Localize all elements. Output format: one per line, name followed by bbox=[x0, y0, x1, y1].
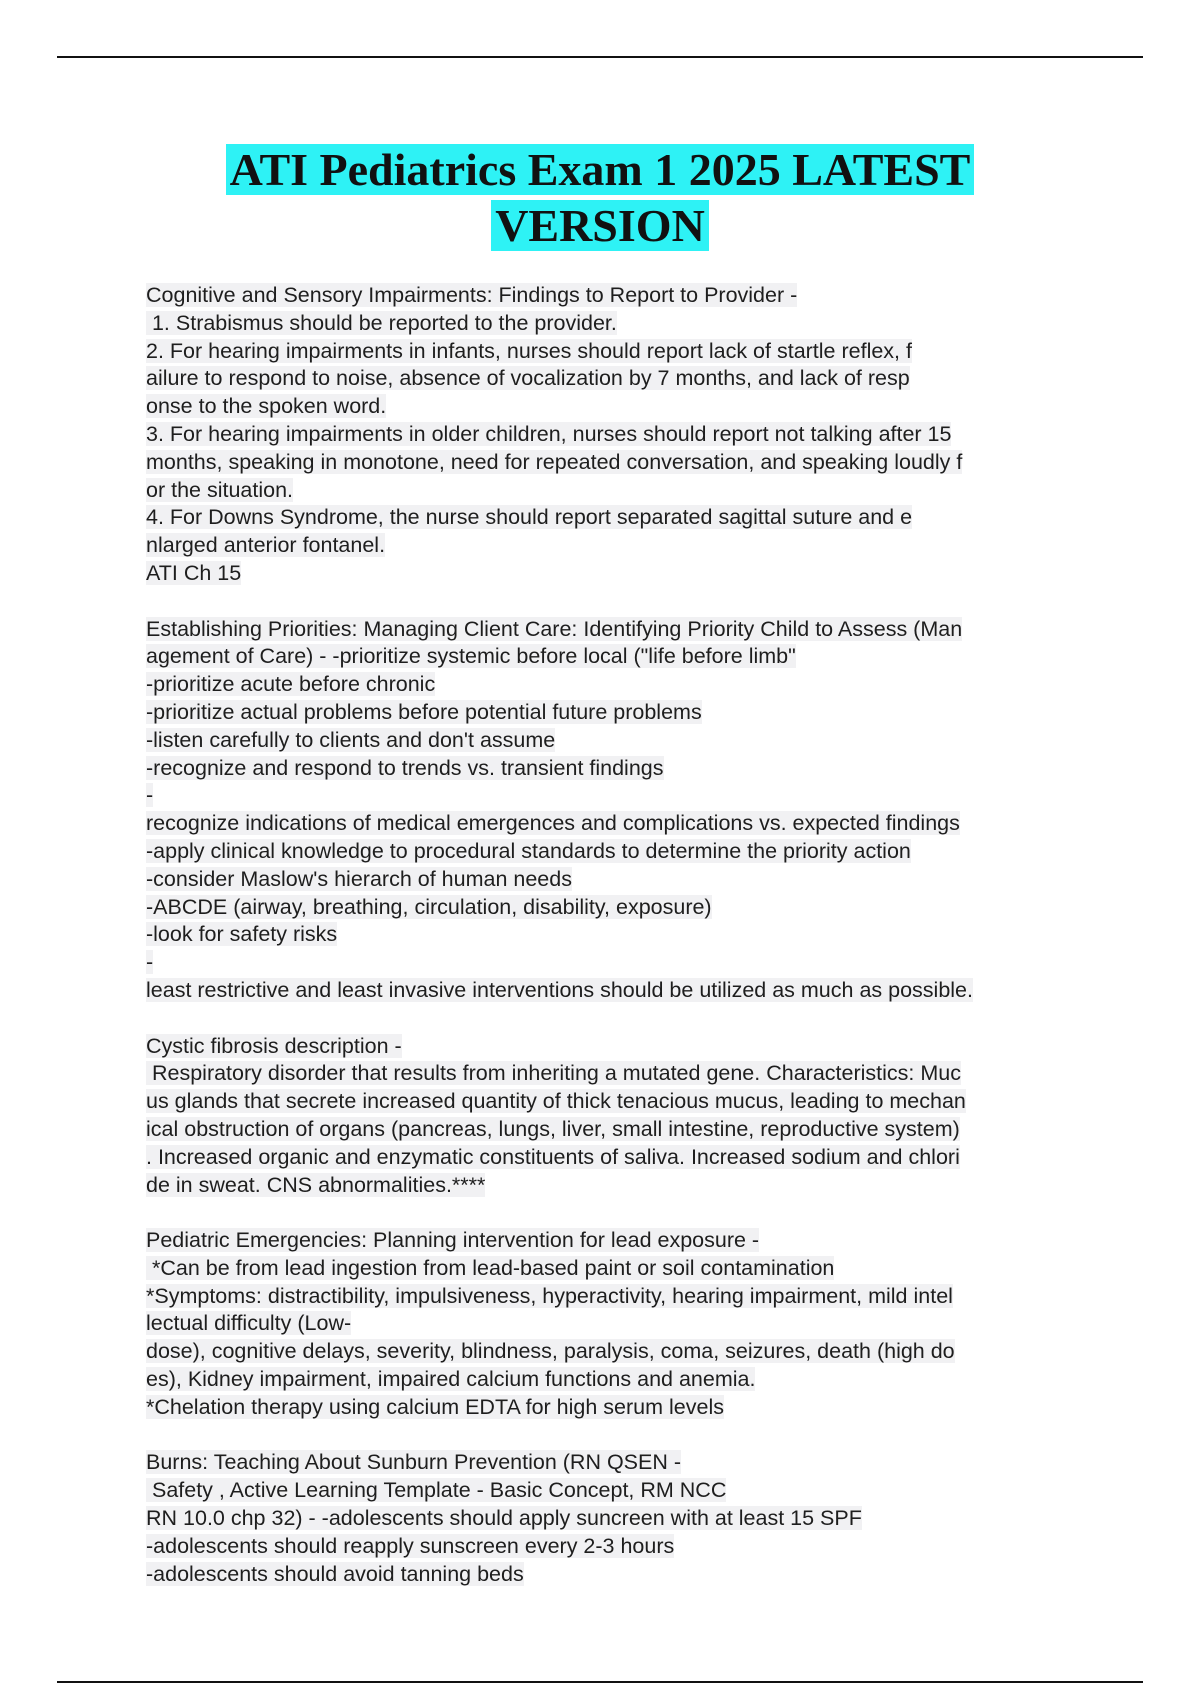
text-line bbox=[146, 365, 1066, 393]
text-line-content: or the situation. bbox=[146, 477, 294, 502]
text-line-content: 2. For hearing impairments in infants, nurses should report lack of startle reflex, f bbox=[146, 338, 912, 363]
text-line-content: -consider Maslow's hierarch of human needs bbox=[146, 866, 572, 891]
text-line bbox=[146, 671, 1066, 699]
text-line-content: Cystic fibrosis description - bbox=[146, 1033, 402, 1058]
text-line-content: recognize indications of medical emergences and complications vs. expected findings bbox=[146, 811, 960, 836]
text-line-content: Burns: Teaching About Sunburn Prevention (RN QSEN - bbox=[146, 1450, 682, 1475]
text-line-content: - bbox=[146, 783, 154, 808]
text-line-content: agement of Care) - -prioritize systemic before local ("life before limb" bbox=[146, 644, 796, 669]
text-line bbox=[146, 1227, 1066, 1255]
text-line bbox=[146, 1310, 1066, 1338]
text-line-content: -adolescents should reapply sunscreen every 2-3 hours bbox=[146, 1533, 675, 1558]
text-line bbox=[146, 616, 1066, 644]
text-line-content: -adolescents should avoid tanning beds bbox=[146, 1561, 524, 1586]
text-line bbox=[146, 449, 1066, 477]
top-rule bbox=[57, 56, 1143, 58]
text-line bbox=[146, 949, 1066, 977]
section-gap bbox=[146, 1422, 1066, 1450]
document-body bbox=[146, 282, 1066, 1588]
text-line-content: -apply clinical knowledge to procedural standards to determine the priority action bbox=[146, 838, 911, 863]
text-line bbox=[146, 1088, 1066, 1116]
text-line-content: RN 10.0 chp 32) - -adolescents should apply suncreen with at least 15 SPF bbox=[146, 1506, 862, 1531]
text-line bbox=[146, 921, 1066, 949]
text-line-content: Pediatric Emergencies: Planning intervention for lead exposure - bbox=[146, 1228, 760, 1253]
text-line-content: ailure to respond to noise, absence of vocalization by 7 months, and lack of resp bbox=[146, 366, 910, 391]
text-line-content: *Symptoms: distractibility, impulsiveness, hyperactivity, hearing impairment, mild intel bbox=[146, 1283, 953, 1308]
text-line-content: 1. Strabismus should be reported to the provider. bbox=[146, 310, 617, 335]
text-line bbox=[146, 699, 1066, 727]
text-line bbox=[146, 1338, 1066, 1366]
text-line bbox=[146, 338, 1066, 366]
text-line-content: -ABCDE (airway, breathing, circulation, disability, exposure) bbox=[146, 894, 712, 919]
text-line bbox=[146, 421, 1066, 449]
text-line-content: 3. For hearing impairments in older children, nurses should report not talking after 15 bbox=[146, 421, 952, 446]
text-line bbox=[146, 838, 1066, 866]
text-line bbox=[146, 393, 1066, 421]
text-line bbox=[146, 1477, 1066, 1505]
text-line-content: *Can be from lead ingestion from lead-based paint or soil contamination bbox=[146, 1255, 835, 1280]
text-line-content: onse to the spoken word. bbox=[146, 394, 387, 419]
text-line bbox=[146, 1144, 1066, 1172]
section-gap bbox=[146, 588, 1066, 616]
text-line-content: de in sweat. CNS abnormalities.**** bbox=[146, 1172, 486, 1197]
section-cognitive-sensory bbox=[146, 282, 1066, 588]
text-line-content: least restrictive and least invasive interventions should be utilized as much as possible. bbox=[146, 977, 973, 1002]
text-line bbox=[146, 477, 1066, 505]
section-establishing-priorities bbox=[146, 616, 1066, 1005]
text-line-content: - bbox=[146, 950, 154, 975]
text-line-content: -prioritize acute before chronic bbox=[146, 672, 436, 697]
text-line bbox=[146, 1533, 1066, 1561]
text-line-content: Establishing Priorities: Managing Client Care: Identifying Priority Child to Assess (Man bbox=[146, 616, 963, 641]
text-line bbox=[146, 1449, 1066, 1477]
text-line-content: us glands that secrete increased quantity of thick tenacious mucus, leading to mechan bbox=[146, 1089, 966, 1114]
text-line bbox=[146, 782, 1066, 810]
text-line bbox=[146, 755, 1066, 783]
text-line bbox=[146, 643, 1066, 671]
text-line bbox=[146, 727, 1066, 755]
text-line bbox=[146, 1283, 1066, 1311]
text-line-content: ATI Ch 15 bbox=[146, 560, 242, 585]
text-line-content: . Increased organic and enzymatic constituents of saliva. Increased sodium and chlori bbox=[146, 1144, 960, 1169]
section-lead-exposure bbox=[146, 1227, 1066, 1422]
text-line bbox=[146, 310, 1066, 338]
text-line bbox=[146, 810, 1066, 838]
text-line bbox=[146, 1172, 1066, 1200]
text-line bbox=[146, 1561, 1066, 1589]
title-line-1: ATI Pediatrics Exam 1 2025 LATEST bbox=[226, 144, 975, 195]
text-line bbox=[146, 866, 1066, 894]
section-gap bbox=[146, 1005, 1066, 1033]
text-line bbox=[146, 1116, 1066, 1144]
text-line bbox=[146, 1255, 1066, 1283]
text-line bbox=[146, 1394, 1066, 1422]
text-line-content: es), Kidney impairment, impaired calcium functions and anemia. bbox=[146, 1367, 756, 1392]
text-line-content: Cognitive and Sensory Impairments: Findings to Report to Provider - bbox=[146, 283, 798, 307]
text-line bbox=[146, 1060, 1066, 1088]
document-title bbox=[0, 142, 1200, 254]
text-line-content: -listen carefully to clients and don't assume bbox=[146, 727, 556, 752]
text-line-content: months, speaking in monotone, need for repeated conversation, and speaking loudly f bbox=[146, 449, 963, 474]
text-line bbox=[146, 532, 1066, 560]
text-line-content: 4. For Downs Syndrome, the nurse should report separated sagittal suture and e bbox=[146, 505, 913, 530]
text-line bbox=[146, 1033, 1066, 1061]
bottom-rule bbox=[57, 1681, 1143, 1683]
text-line bbox=[146, 504, 1066, 532]
text-line-content: ical obstruction of organs (pancreas, lungs, liver, small intestine, reproductive system) bbox=[146, 1116, 960, 1141]
text-line-content: -prioritize actual problems before potential future problems bbox=[146, 699, 702, 724]
section-cystic-fibrosis bbox=[146, 1033, 1066, 1200]
text-line-content: dose), cognitive delays, severity, blindness, paralysis, coma, seizures, death (high do bbox=[146, 1339, 955, 1364]
text-line bbox=[146, 977, 1066, 1005]
text-line bbox=[146, 1366, 1066, 1394]
section-gap bbox=[146, 1199, 1066, 1227]
text-line bbox=[146, 894, 1066, 922]
text-line-content: lectual difficulty (Low- bbox=[146, 1311, 352, 1336]
text-line-content: nlarged anterior fontanel. bbox=[146, 533, 386, 558]
text-line bbox=[146, 560, 1066, 588]
text-line-content: *Chelation therapy using calcium EDTA for high serum levels bbox=[146, 1394, 724, 1419]
title-line-2: VERSION bbox=[491, 200, 709, 251]
section-sunburn-prevention bbox=[146, 1449, 1066, 1588]
text-line-content: Respiratory disorder that results from inheriting a mutated gene. Characteristics: Muc bbox=[146, 1061, 961, 1086]
text-line bbox=[146, 282, 1066, 310]
text-line-content: Safety , Active Learning Template - Basic Concept, RM NCC bbox=[146, 1478, 727, 1503]
text-line-content: -look for safety risks bbox=[146, 922, 338, 947]
text-line bbox=[146, 1505, 1066, 1533]
text-line-content: -recognize and respond to trends vs. transient findings bbox=[146, 755, 664, 780]
